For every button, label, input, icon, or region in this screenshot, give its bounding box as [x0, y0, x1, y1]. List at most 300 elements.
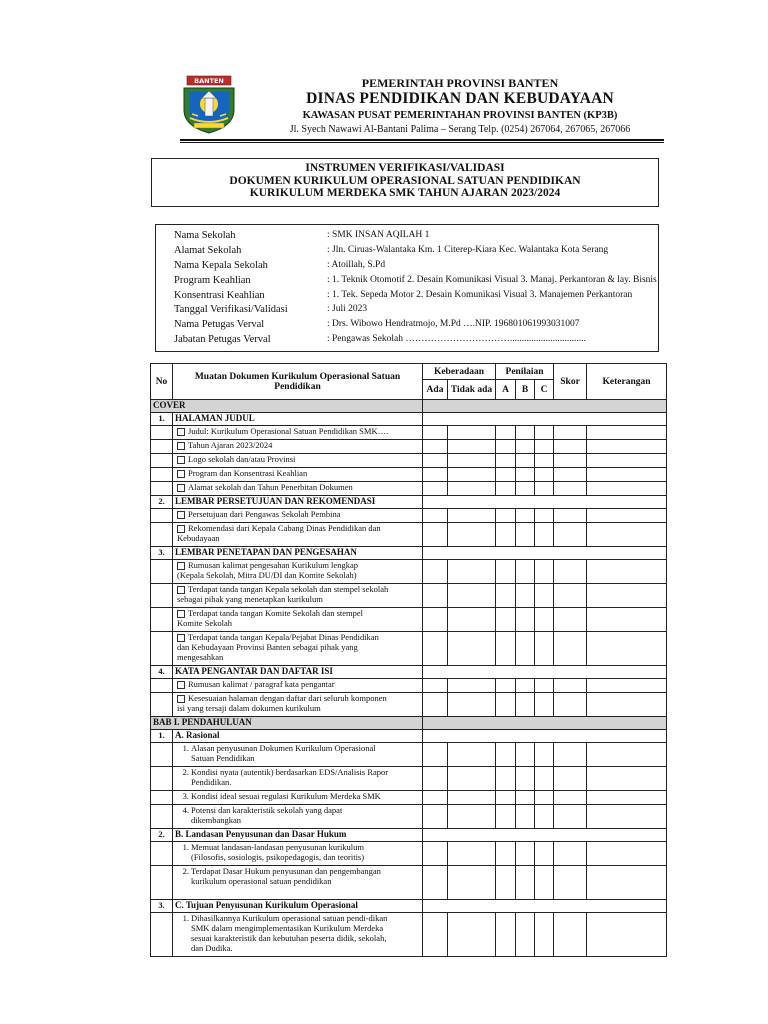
assessment-cell[interactable]	[587, 560, 667, 584]
assessment-cell[interactable]	[423, 842, 448, 866]
assessment-cell[interactable]	[535, 632, 554, 666]
item-number-cell	[151, 468, 173, 482]
subsection-row	[151, 547, 667, 560]
item-number-cell	[151, 632, 173, 666]
item-marker: 1.	[182, 842, 189, 852]
item-text	[191, 913, 417, 953]
checkbox-icon	[177, 484, 185, 492]
header-keberadaan: Keberadaan	[423, 364, 496, 380]
assessment-cell[interactable]	[496, 679, 516, 693]
assessment-cell[interactable]	[587, 509, 667, 523]
identity-label: Alamat Sekolah	[174, 245, 242, 256]
assessment-cell[interactable]	[535, 523, 554, 547]
item-description	[173, 584, 423, 608]
assessment-cell[interactable]	[516, 842, 535, 866]
letterhead-rule-thin	[180, 142, 664, 143]
assessment-cell[interactable]	[554, 743, 587, 767]
checklist-item-row	[151, 743, 667, 767]
identity-label: Nama Sekolah	[174, 230, 236, 241]
assessment-cell[interactable]	[554, 866, 587, 900]
assessment-cell[interactable]	[448, 454, 496, 468]
item-text-line: SMK dalam mengimplementasikan Kurikulum Merdeka	[191, 923, 384, 933]
assessment-cell[interactable]	[587, 608, 667, 632]
item-text	[177, 560, 420, 580]
assessment-cell[interactable]	[496, 584, 516, 608]
checklist-item-row	[151, 791, 667, 805]
assessment-cell[interactable]	[516, 454, 535, 468]
checkbox-icon	[177, 634, 185, 642]
assessment-cell[interactable]	[496, 560, 516, 584]
assessment-cell[interactable]	[448, 842, 496, 866]
subsection-row	[151, 496, 667, 509]
assessment-cell[interactable]	[554, 805, 587, 829]
assessment-cell[interactable]	[448, 560, 496, 584]
item-number-cell	[151, 913, 173, 957]
assessment-cell[interactable]	[535, 693, 554, 717]
office-area: KAWASAN PUSAT PEMERINTAHAN PROVINSI BANTEN (KP3B)	[302, 110, 618, 121]
item-description	[173, 482, 423, 496]
item-text-line: Terdapat tanda tangan Komite Sekolah dan stempel	[188, 608, 364, 618]
assessment-cell[interactable]	[535, 584, 554, 608]
assessment-cell[interactable]	[587, 767, 667, 791]
item-text	[188, 482, 353, 492]
assessment-cell[interactable]	[516, 693, 535, 717]
assessment-cell[interactable]	[587, 805, 667, 829]
assessment-cell[interactable]	[587, 523, 667, 547]
identity-value: : 1. Tek. Sepeda Motor 2. Desain Komunikasi Visual 3. Manajemen Perkantoran	[327, 290, 633, 300]
assessment-cell[interactable]	[423, 767, 448, 791]
assessment-cell[interactable]	[496, 866, 516, 900]
subsection-number: 1.	[151, 413, 173, 426]
assessment-cell[interactable]	[587, 791, 667, 805]
assessment-cell[interactable]	[535, 805, 554, 829]
assessment-cell[interactable]	[496, 468, 516, 482]
assessment-cell[interactable]	[535, 767, 554, 791]
assessment-cell[interactable]	[516, 679, 535, 693]
subsection-row	[151, 730, 667, 743]
assessment-cell[interactable]	[516, 523, 535, 547]
checklist-item-row	[151, 632, 667, 666]
item-number-cell	[151, 842, 173, 866]
item-number-cell	[151, 693, 173, 717]
item-description	[173, 805, 423, 829]
checklist-item-row	[151, 440, 667, 454]
item-text-line: Rumusan kalimat pengesahan Kurikulum lengkap	[188, 560, 358, 570]
header-ada: Ada	[423, 380, 448, 400]
item-text	[191, 805, 417, 825]
section-fill	[423, 400, 667, 413]
item-text-line: Rekomendasi dari Kepala Cabang Dinas Pendidikan dan	[188, 523, 381, 533]
assessment-cell[interactable]	[554, 679, 587, 693]
item-text-line: Terdapat tanda tangan Kepala/Pejabat Dinas Pendidikan	[188, 632, 379, 642]
item-text-line: kurikulum operasional satuan pendidikan	[191, 876, 332, 886]
assessment-cell[interactable]	[496, 454, 516, 468]
checkbox-icon	[177, 470, 185, 478]
identity-value: : Atoillah, S.Pd	[327, 260, 386, 270]
assessment-cell[interactable]	[423, 805, 448, 829]
section-row	[151, 717, 667, 730]
item-text-line: Kebudayaan	[177, 533, 220, 544]
subsection-title: B. Landasan Penyusunan dan Dasar Hukum	[173, 829, 423, 842]
checkbox-icon	[177, 586, 185, 594]
subsection-fill	[423, 730, 667, 743]
checklist-item-row	[151, 767, 667, 791]
assessment-cell[interactable]	[535, 440, 554, 454]
verification-checklist-table	[150, 363, 667, 957]
assessment-cell[interactable]	[516, 426, 535, 440]
subsection-title: A. Rasional	[173, 730, 423, 743]
assessment-cell[interactable]	[587, 866, 667, 900]
assessment-cell[interactable]	[423, 791, 448, 805]
assessment-cell[interactable]	[554, 482, 587, 496]
assessment-cell[interactable]	[423, 632, 448, 666]
assessment-cell[interactable]	[535, 791, 554, 805]
checklist-table-wrapper	[150, 363, 666, 953]
checkbox-icon	[177, 562, 185, 570]
item-text-line: Kesesuaian halaman dengan daftar dari seluruh komponen	[188, 693, 387, 703]
assessment-cell[interactable]	[496, 743, 516, 767]
checkbox-icon	[177, 525, 185, 533]
assessment-cell[interactable]	[535, 913, 554, 957]
subsection-row	[151, 413, 667, 426]
subsection-title: KATA PENGANTAR DAN DAFTAR ISI	[173, 666, 423, 679]
item-text-line: dan Dudika.	[191, 943, 233, 953]
checkbox-icon	[177, 428, 185, 436]
assessment-cell[interactable]	[535, 482, 554, 496]
assessment-cell[interactable]	[448, 440, 496, 454]
assessment-cell[interactable]	[535, 454, 554, 468]
assessment-cell[interactable]	[516, 791, 535, 805]
assessment-cell[interactable]	[516, 866, 535, 900]
identity-label: Tanggal Verifikasi/Validasi	[174, 304, 288, 315]
assessment-cell[interactable]	[516, 560, 535, 584]
assessment-cell[interactable]	[448, 426, 496, 440]
checklist-item-row	[151, 454, 667, 468]
assessment-cell[interactable]	[587, 913, 667, 957]
assessment-cell[interactable]	[535, 468, 554, 482]
item-description	[173, 608, 423, 632]
item-text	[177, 693, 420, 713]
assessment-cell[interactable]	[448, 913, 496, 957]
subsection-fill	[423, 666, 667, 679]
checklist-item-row	[151, 509, 667, 523]
assessment-cell[interactable]	[448, 523, 496, 547]
checklist-item-row	[151, 805, 667, 829]
assessment-cell[interactable]	[496, 426, 516, 440]
assessment-cell[interactable]	[496, 440, 516, 454]
assessment-cell[interactable]	[516, 468, 535, 482]
header-tidak-ada: Tidak ada	[448, 380, 496, 400]
item-text-line: Terdapat Dasar Hukum penyusunan dan pengembangan	[191, 866, 381, 876]
assessment-cell[interactable]	[587, 743, 667, 767]
assessment-cell[interactable]	[516, 767, 535, 791]
assessment-cell[interactable]	[423, 866, 448, 900]
assessment-cell[interactable]	[496, 632, 516, 666]
checkbox-icon	[177, 442, 185, 450]
header-no: No	[151, 364, 173, 400]
assessment-cell[interactable]	[587, 482, 667, 496]
section-title: COVER	[151, 400, 423, 413]
checkbox-icon	[177, 681, 185, 689]
item-text	[191, 791, 417, 801]
checklist-item-row	[151, 584, 667, 608]
item-text-line: Tahun Ajaran 2023/2024	[188, 440, 273, 450]
assessment-cell[interactable]	[516, 584, 535, 608]
assessment-cell[interactable]	[535, 743, 554, 767]
subsection-fill	[423, 496, 667, 509]
item-text-line: mengesahkan	[177, 652, 224, 663]
assessment-cell[interactable]	[554, 426, 587, 440]
header-c: C	[535, 380, 554, 400]
assessment-cell[interactable]	[423, 440, 448, 454]
checklist-item-row	[151, 842, 667, 866]
assessment-cell[interactable]	[516, 632, 535, 666]
item-description	[173, 523, 423, 547]
assessment-cell[interactable]	[448, 743, 496, 767]
checklist-item-row	[151, 693, 667, 717]
assessment-cell[interactable]	[423, 913, 448, 957]
item-marker: 4.	[182, 805, 189, 815]
item-text	[177, 608, 420, 628]
identity-label: Jabatan Petugas Verval	[174, 334, 271, 345]
item-number-cell	[151, 440, 173, 454]
title-line-2: DOKUMEN KURIKULUM OPERASIONAL SATUAN PENDIDIKAN	[229, 174, 581, 187]
assessment-cell[interactable]	[535, 509, 554, 523]
item-text	[191, 767, 417, 787]
assessment-cell[interactable]	[554, 560, 587, 584]
assessment-cell[interactable]	[554, 632, 587, 666]
header-muatan: Muatan Dokumen Kurikulum Operasional Satuan Pendidikan	[173, 364, 423, 400]
item-description	[173, 913, 423, 957]
assessment-cell[interactable]	[516, 509, 535, 523]
item-text-line: Komite Sekolah	[177, 618, 233, 629]
item-text-line: dan Kebudayaan Provinsi Banten sebagai pihak yang	[177, 642, 358, 653]
assessment-cell[interactable]	[423, 426, 448, 440]
identity-value: : Pengawas Sekolah ……………………………................................	[327, 334, 586, 344]
assessment-cell[interactable]	[535, 608, 554, 632]
assessment-cell[interactable]	[448, 482, 496, 496]
assessment-cell[interactable]	[554, 608, 587, 632]
assessment-cell[interactable]	[554, 693, 587, 717]
checklist-item-row	[151, 482, 667, 496]
assessment-cell[interactable]	[496, 608, 516, 632]
item-number-cell	[151, 426, 173, 440]
assessment-cell[interactable]	[535, 866, 554, 900]
item-marker: 1.	[182, 743, 189, 753]
assessment-cell[interactable]	[554, 791, 587, 805]
checkbox-icon	[177, 695, 185, 703]
assessment-cell[interactable]	[554, 440, 587, 454]
subsection-row	[151, 829, 667, 842]
item-description	[173, 791, 423, 805]
assessment-cell[interactable]	[516, 482, 535, 496]
subsection-fill	[423, 547, 667, 560]
assessment-cell[interactable]	[587, 693, 667, 717]
item-text-line: Logo sekolah dan/atau Provinsi	[188, 454, 296, 464]
item-text-line: Dihasilkannya Kurikulum operasional satuan pendi-dikan	[191, 913, 388, 923]
assessment-cell[interactable]	[448, 679, 496, 693]
assessment-cell[interactable]	[496, 482, 516, 496]
assessment-cell[interactable]	[423, 743, 448, 767]
assessment-cell[interactable]	[587, 584, 667, 608]
item-number-cell	[151, 509, 173, 523]
assessment-cell[interactable]	[516, 440, 535, 454]
item-text-line: Alamat sekolah dan Tahun Penerbitan Dokumen	[188, 482, 353, 492]
government-name: PEMERINTAH PROVINSI BANTEN	[361, 76, 559, 90]
item-description	[173, 842, 423, 866]
item-number-cell	[151, 560, 173, 584]
header-a: A	[496, 380, 516, 400]
office-address: Jl. Syech Nawawi Al-Bantani Palima – Serang Telp. (0254) 267064, 267065, 267066	[289, 124, 631, 135]
assessment-cell[interactable]	[448, 866, 496, 900]
checklist-item-row	[151, 560, 667, 584]
assessment-cell[interactable]	[587, 842, 667, 866]
assessment-cell[interactable]	[516, 805, 535, 829]
assessment-cell[interactable]	[448, 791, 496, 805]
assessment-cell[interactable]	[423, 509, 448, 523]
assessment-cell[interactable]	[587, 632, 667, 666]
assessment-cell[interactable]	[423, 523, 448, 547]
item-number-cell	[151, 743, 173, 767]
assessment-cell[interactable]	[448, 584, 496, 608]
assessment-cell[interactable]	[587, 468, 667, 482]
subsection-fill	[423, 413, 667, 426]
subsection-row	[151, 666, 667, 679]
item-text	[177, 632, 420, 662]
assessment-cell[interactable]	[554, 842, 587, 866]
item-description	[173, 693, 423, 717]
assessment-cell[interactable]	[535, 560, 554, 584]
assessment-cell[interactable]	[535, 426, 554, 440]
assessment-cell[interactable]	[448, 632, 496, 666]
identity-value: : Juli 2023	[327, 304, 368, 314]
subsection-title: LEMBAR PENETAPAN DAN PENGESAHAN	[173, 547, 423, 560]
assessment-cell[interactable]	[496, 805, 516, 829]
assessment-cell[interactable]	[496, 767, 516, 791]
identity-label: Nama Petugas Verval	[174, 319, 265, 330]
item-text-line: Memuat landasan-landasan penyusunan kurikulum	[191, 842, 365, 852]
assessment-cell[interactable]	[448, 509, 496, 523]
subsection-number: 2.	[151, 496, 173, 509]
assessment-cell[interactable]	[423, 454, 448, 468]
assessment-cell[interactable]	[516, 743, 535, 767]
assessment-cell[interactable]	[448, 805, 496, 829]
item-marker: 2.	[182, 866, 189, 876]
letterhead-rule-thick	[180, 139, 664, 141]
item-number-cell	[151, 454, 173, 468]
item-number-cell	[151, 767, 173, 791]
assessment-cell[interactable]	[448, 608, 496, 632]
checklist-item-row	[151, 679, 667, 693]
item-description	[173, 468, 423, 482]
header-penilaian: Penilaian	[496, 364, 554, 380]
subsection-fill	[423, 900, 667, 913]
section-title: BAB I. PENDAHULUAN	[151, 717, 423, 730]
item-description	[173, 767, 423, 791]
item-text-line: Kondisi ideal sesuai regulasi Kurikulum Merdeka SMK	[191, 791, 381, 801]
assessment-cell[interactable]	[496, 791, 516, 805]
assessment-cell[interactable]	[535, 679, 554, 693]
assessment-cell[interactable]	[516, 608, 535, 632]
checklist-item-row	[151, 608, 667, 632]
checkbox-icon	[177, 610, 185, 618]
assessment-cell[interactable]	[423, 482, 448, 496]
checkbox-icon	[177, 511, 185, 519]
assessment-cell[interactable]	[496, 842, 516, 866]
subsection-fill	[423, 829, 667, 842]
item-text-line: Rumusan kalimat / paragraf kata pengantar	[188, 679, 335, 689]
assessment-cell[interactable]	[496, 523, 516, 547]
assessment-cell[interactable]	[587, 679, 667, 693]
assessment-cell[interactable]	[554, 767, 587, 791]
assessment-cell[interactable]	[496, 509, 516, 523]
assessment-cell[interactable]	[587, 454, 667, 468]
assessment-cell[interactable]	[554, 509, 587, 523]
checklist-item-row	[151, 866, 667, 900]
assessment-cell[interactable]	[423, 679, 448, 693]
assessment-cell[interactable]	[423, 468, 448, 482]
assessment-cell[interactable]	[554, 584, 587, 608]
item-text-line: dikembangkan	[191, 815, 242, 825]
assessment-cell[interactable]	[423, 608, 448, 632]
item-text	[188, 440, 272, 450]
assessment-cell[interactable]	[554, 468, 587, 482]
assessment-cell[interactable]	[554, 913, 587, 957]
assessment-cell[interactable]	[448, 767, 496, 791]
checkbox-icon	[177, 456, 185, 464]
item-marker: 2.	[182, 767, 189, 777]
school-identity-box	[155, 224, 659, 352]
subsection-number: 4.	[151, 666, 173, 679]
item-description	[173, 440, 423, 454]
assessment-cell[interactable]	[423, 560, 448, 584]
subsection-title: HALAMAN JUDUL	[173, 413, 423, 426]
header-keterangan: Keterangan	[587, 364, 667, 400]
identity-value: : 1. Teknik Otomotif 2. Desain Komunikasi Visual 3. Manaj. Perkantoran & lay. Bisnis	[327, 275, 657, 285]
assessment-cell[interactable]	[423, 693, 448, 717]
assessment-cell[interactable]	[535, 842, 554, 866]
identity-value: : Drs. Wibowo Hendratmojo, M.Pd ….NIP. 196801061993031007	[327, 319, 580, 329]
item-text-line: Judul: Kurikulum Operasional Satuan Pendidikan SMK….	[188, 426, 389, 436]
assessment-cell[interactable]	[587, 440, 667, 454]
item-marker: 3.	[182, 791, 189, 801]
identity-value: : Jln. Ciruas-Walantaka Km. 1 Citerep-Kiara Kec. Walantaka Kota Serang	[327, 245, 609, 255]
assessment-cell[interactable]	[516, 913, 535, 957]
subsection-title: C. Tujuan Penyusunan Kurikulum Operasional	[173, 900, 423, 913]
assessment-cell[interactable]	[496, 913, 516, 957]
assessment-cell[interactable]	[587, 426, 667, 440]
assessment-cell[interactable]	[423, 584, 448, 608]
item-description	[173, 560, 423, 584]
document-title-box	[151, 158, 659, 207]
assessment-cell[interactable]	[496, 693, 516, 717]
checklist-item-row	[151, 426, 667, 440]
item-text-line: Satuan Pendidikan	[191, 753, 255, 763]
assessment-cell[interactable]	[448, 693, 496, 717]
identity-label: Nama Kepala Sekolah	[174, 260, 268, 271]
item-text	[177, 584, 420, 604]
item-description	[173, 426, 423, 440]
assessment-cell[interactable]	[554, 523, 587, 547]
item-description	[173, 743, 423, 767]
assessment-cell[interactable]	[554, 454, 587, 468]
subsection-row	[151, 900, 667, 913]
assessment-cell[interactable]	[448, 468, 496, 482]
subsection-title: LEMBAR PERSETUJUAN DAN REKOMENDASI	[173, 496, 423, 509]
item-text-line: (Kepala Sekolah, Mitra DU/DI dan Komite Sekolah)	[177, 570, 357, 581]
banten-province-logo	[180, 76, 238, 134]
item-text	[188, 679, 335, 689]
